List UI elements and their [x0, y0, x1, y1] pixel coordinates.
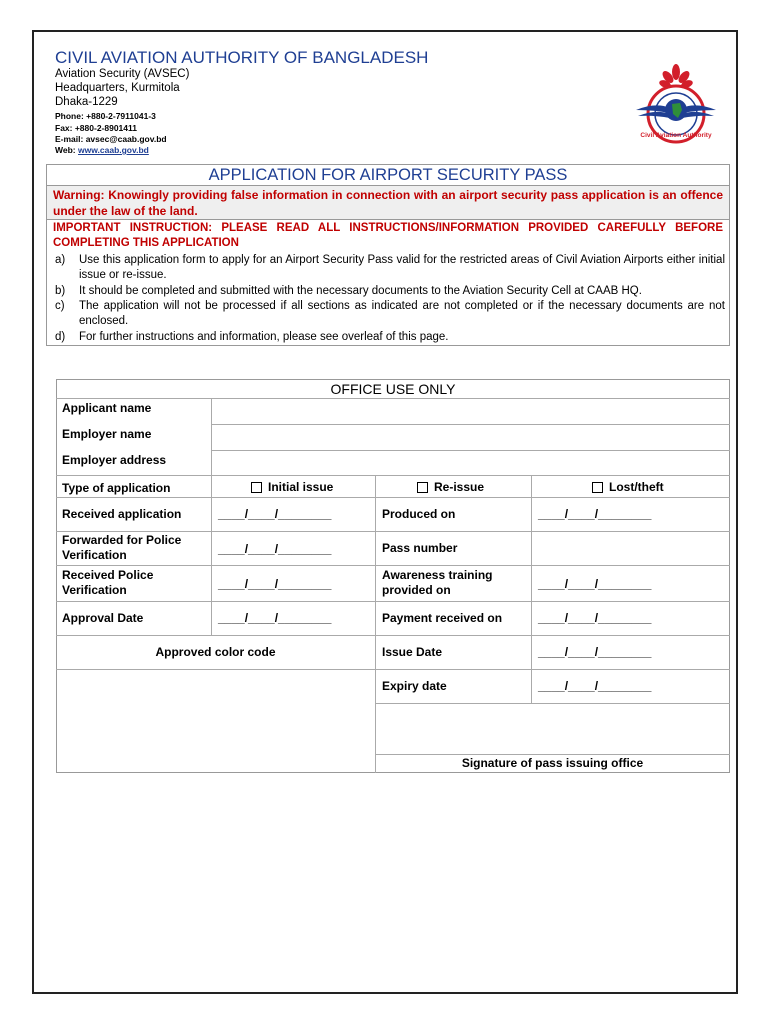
received-application-date[interactable]: ____/____/________	[218, 507, 332, 521]
table-rule	[531, 475, 532, 703]
applicant-name-label: Applicant name	[62, 401, 152, 415]
table-rule	[375, 754, 730, 755]
table-rule	[56, 475, 730, 476]
pass-number-label: Pass number	[382, 541, 458, 555]
table-rule	[56, 635, 730, 636]
instruction-letter: c)	[55, 300, 65, 312]
instruction-text: Use this application form to apply for an Airport Security Pass valid for the restricted areas of Civil Aviation Airports either initial issue or re-issue.	[79, 254, 725, 281]
checkbox-icon	[417, 482, 428, 493]
reissue-checkbox[interactable]	[417, 480, 484, 494]
instruction-text: For further instructions and information, please see overleaf of this page.	[79, 331, 449, 343]
checkbox-icon	[251, 482, 262, 493]
table-rule	[211, 424, 730, 425]
instruction-d	[55, 330, 725, 345]
signature-field[interactable]	[377, 705, 729, 753]
received-police-date[interactable]: ____/____/________	[218, 577, 332, 591]
table-rule	[56, 497, 730, 498]
type-of-application-label: Type of application	[62, 481, 171, 495]
org-name: CIVIL AVIATION AUTHORITY OF BANGLADESH	[55, 48, 429, 67]
table-rule	[56, 565, 730, 566]
received-application-label: Received application	[62, 507, 182, 521]
lost-theft-label: Lost/theft	[609, 480, 664, 494]
received-police-label: Received Police Verification	[62, 568, 154, 597]
approved-color-code-label: Approved color code	[155, 645, 276, 659]
web	[55, 145, 149, 155]
produced-on-date[interactable]: ____/____/________	[538, 507, 652, 521]
forwarded-police-label: Forwarded for Police Verification	[62, 533, 182, 562]
expiry-date-label: Expiry date	[382, 679, 447, 693]
checkbox-icon	[592, 482, 603, 493]
application-title: APPLICATION FOR AIRPORT SECURITY PASS	[46, 165, 730, 186]
caab-logo	[630, 64, 722, 150]
instruction-b	[55, 284, 725, 299]
table-rule	[56, 601, 730, 602]
address-line-1: Aviation Security (AVSEC)	[55, 68, 190, 80]
payment-received-date[interactable]: ____/____/________	[538, 611, 652, 625]
awareness-training-label: Awareness training provided on	[382, 568, 493, 597]
approval-date-label: Approval Date	[62, 611, 144, 625]
address-line-3: Dhaka-1229	[55, 96, 118, 108]
employer-name-field[interactable]	[213, 426, 729, 449]
instruction-c	[55, 299, 725, 329]
web-link[interactable]: www.caab.gov.bd	[78, 145, 149, 155]
warning-text: Warning: Knowingly providing false information in connection with an airport security pass application is an offence under the law of the land.	[53, 188, 723, 218]
forwarded-police-date[interactable]: ____/____/________	[218, 542, 332, 556]
issue-date[interactable]: ____/____/________	[538, 645, 652, 659]
table-rule	[375, 475, 376, 773]
fax: Fax: +880-2-8901411	[55, 123, 137, 133]
table-rule	[56, 669, 730, 670]
employer-address-label: Employer address	[62, 453, 167, 467]
applicant-name-field[interactable]	[213, 400, 729, 423]
issue-date-label: Issue Date	[382, 645, 443, 659]
instruction-letter: d)	[55, 331, 66, 343]
address-line-2: Headquarters, Kurmitola	[55, 82, 180, 94]
employer-name-label: Employer name	[62, 427, 152, 441]
employer-address-field[interactable]	[213, 452, 729, 474]
payment-received-label: Payment received on	[382, 611, 503, 625]
instruction-text: The application will not be processed if all sections as indicated are not completed or if the necessary documents are not enclosed.	[79, 300, 725, 327]
initial-issue-label: Initial issue	[268, 480, 334, 494]
produced-on-label: Produced on	[382, 507, 456, 521]
instruction-text: It should be completed and submitted with the necessary documents to the Aviation Security Cell at CAAB HQ.	[79, 285, 642, 297]
approval-date[interactable]: ____/____/________	[218, 611, 332, 625]
email: E-mail: avsec@caab.gov.bd	[55, 134, 167, 144]
awareness-training-date[interactable]: ____/____/________	[538, 577, 652, 591]
reissue-label: Re-issue	[434, 480, 485, 494]
table-rule	[211, 398, 212, 635]
table-rule	[211, 450, 730, 451]
lost-theft-checkbox[interactable]	[592, 480, 664, 494]
instruction-a	[55, 253, 725, 283]
web-label: Web:	[55, 145, 76, 155]
table-rule	[56, 531, 730, 532]
approved-color-code-field[interactable]	[58, 671, 373, 771]
phone: Phone: +880-2-7911041-3	[55, 111, 156, 121]
instruction-letter: b)	[55, 285, 66, 297]
instruction-letter: a)	[55, 254, 66, 266]
important-instruction: IMPORTANT INSTRUCTION: PLEASE READ ALL INSTRUCTIONS/INFORMATION PROVIDED CAREFULLY BEFORE COMPLETING THIS APPLICATION	[53, 222, 723, 249]
table-rule	[375, 703, 730, 704]
logo-text: Civil Aviation Authority	[640, 132, 712, 139]
table-rule	[56, 398, 730, 399]
expiry-date[interactable]: ____/____/________	[538, 679, 652, 693]
initial-issue-checkbox[interactable]	[251, 480, 333, 494]
pass-number-field[interactable]	[533, 533, 729, 564]
signature-label: Signature of pass issuing office	[461, 756, 644, 770]
office-use-title: OFFICE USE ONLY	[330, 381, 456, 397]
